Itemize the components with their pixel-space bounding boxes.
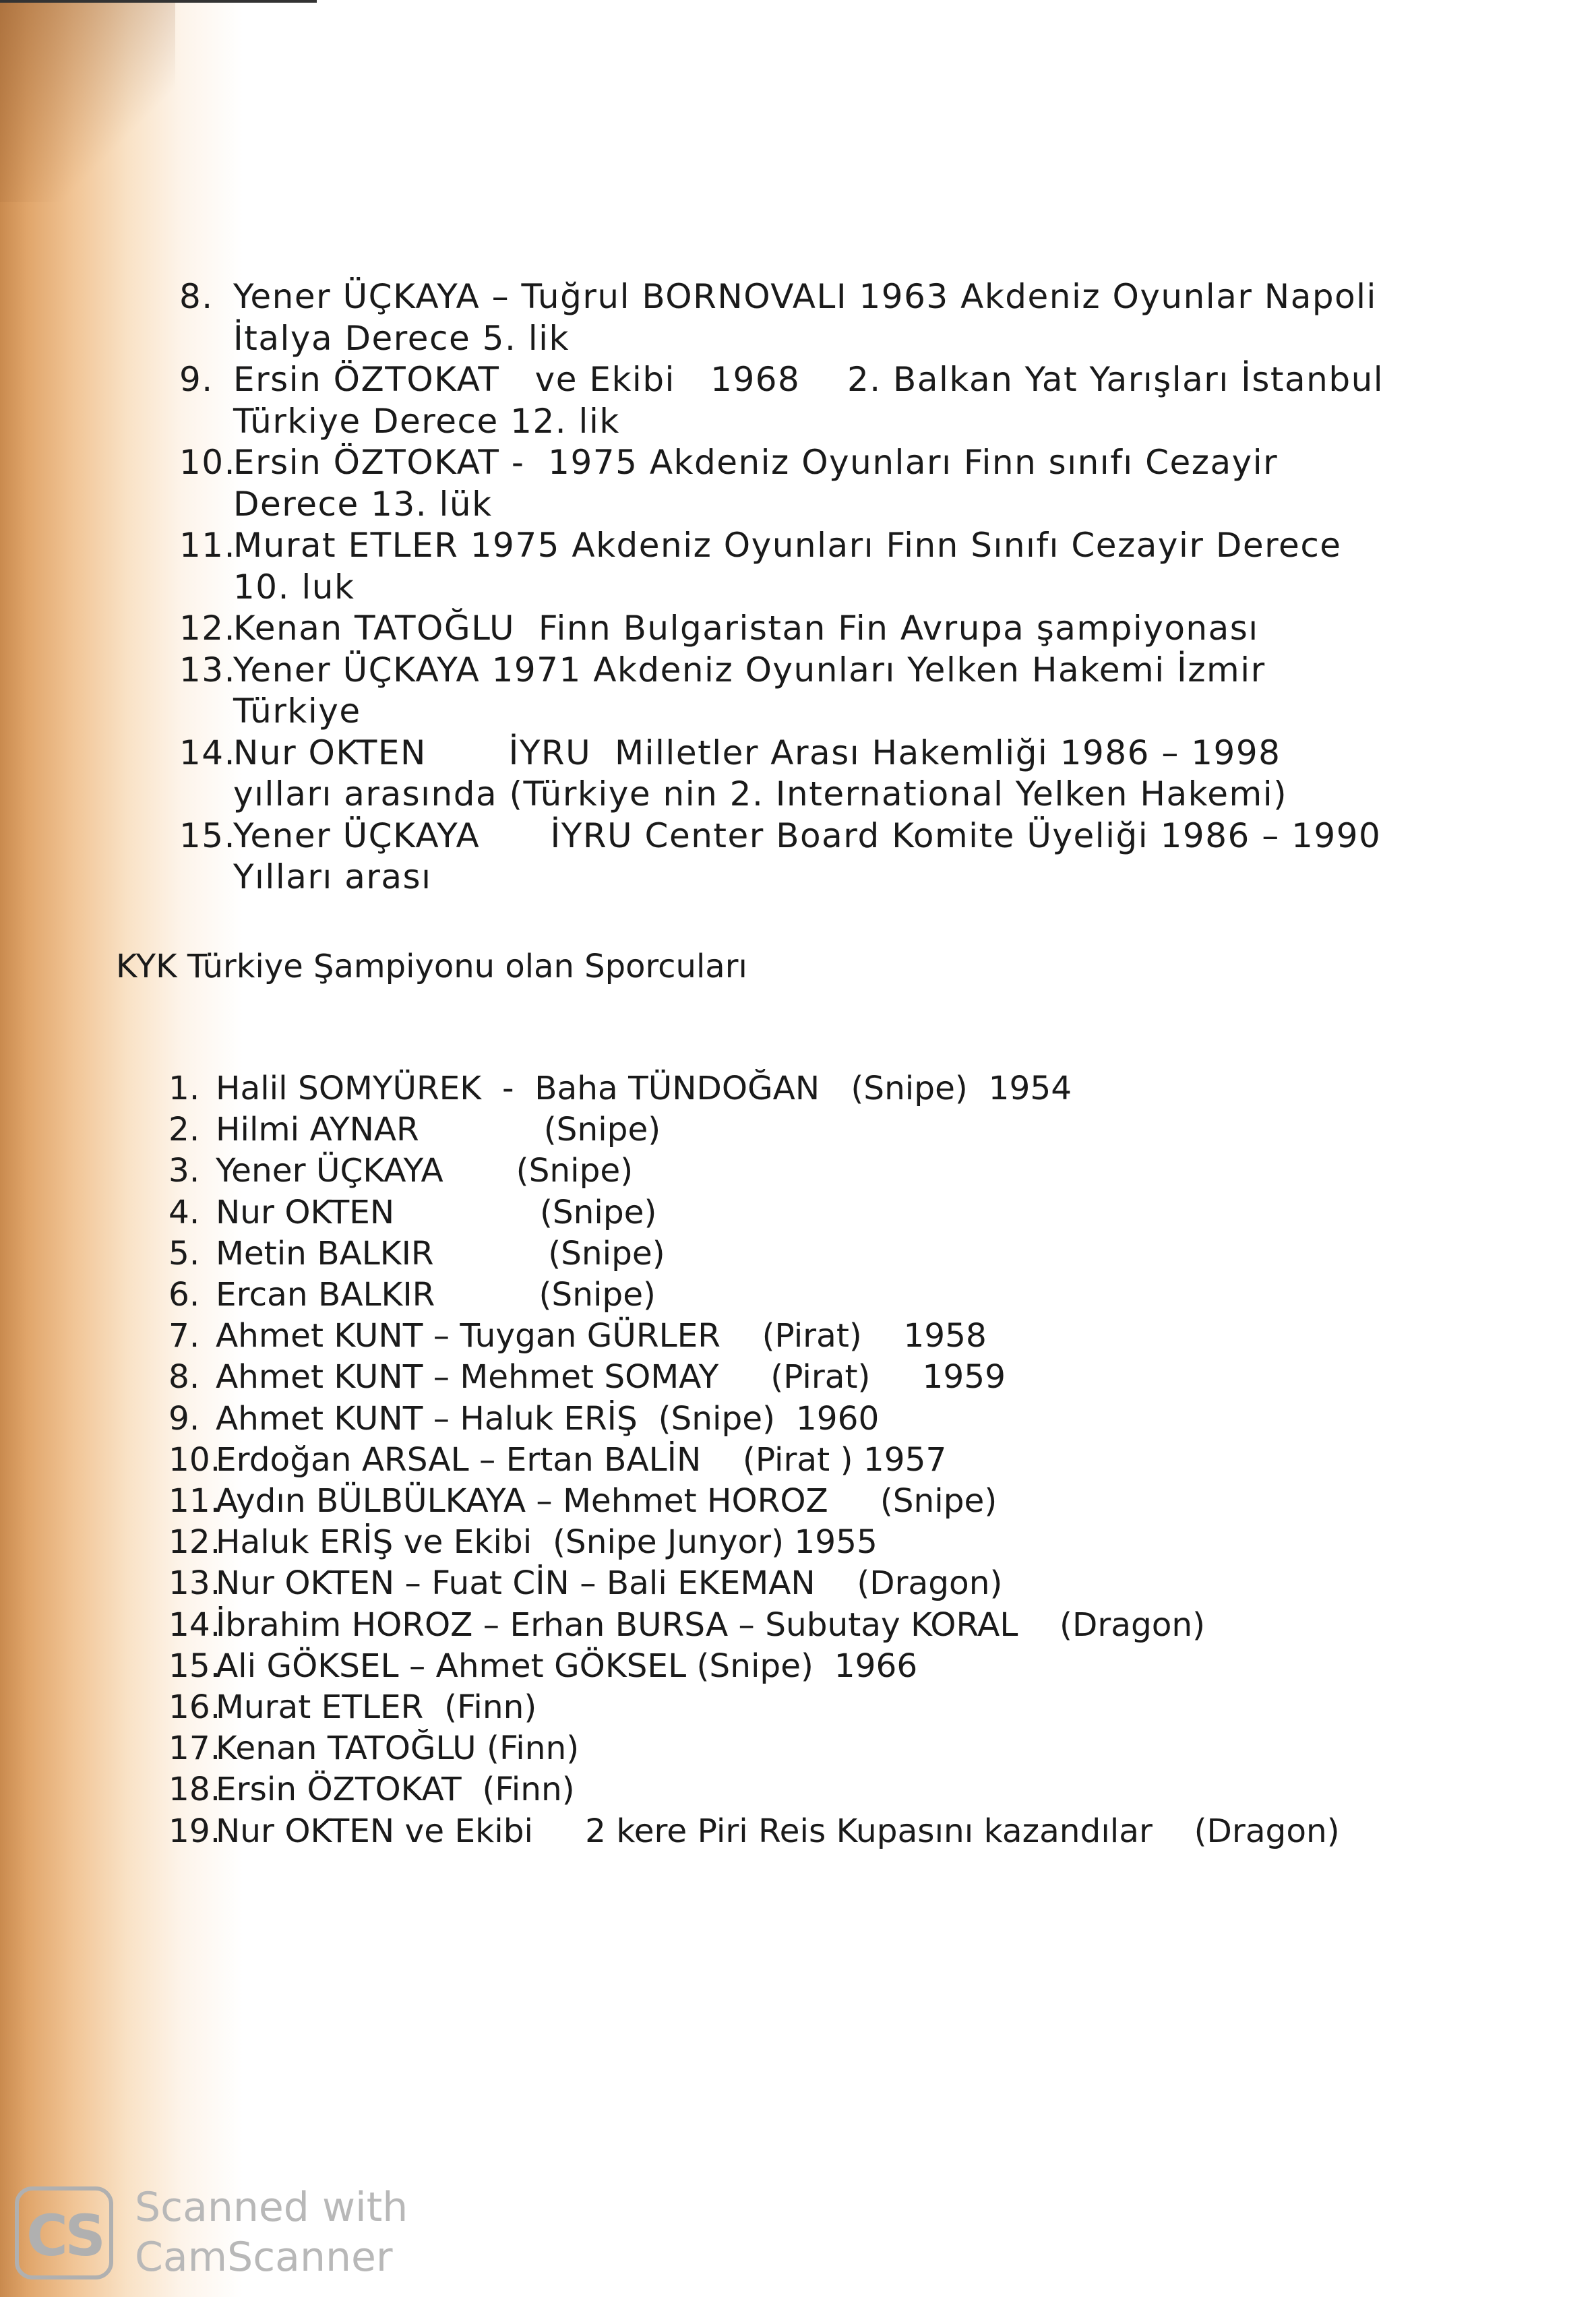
list-item	[179, 276, 1389, 359]
list-item	[179, 359, 1396, 442]
list-item	[168, 1563, 1382, 1604]
list-item	[168, 1151, 1382, 1192]
item-number: 13.	[179, 650, 237, 690]
item-text: Murat ETLER 1975 Akdeniz Oyunları Finn Sınıfı Cezayir Derece 10. luk	[233, 526, 1353, 607]
list-item	[168, 1275, 1382, 1316]
item-number: 8.	[168, 1358, 200, 1397]
item-text: Kenan TATOĞLU Finn Bulgaristan Fin Avrupa şampiyonası	[233, 609, 1259, 648]
item-number: 14.	[168, 1605, 221, 1644]
item-number: 7.	[168, 1317, 200, 1355]
item-text: Ahmet KUNT – Haluk ERİŞ (Snipe) 1960	[216, 1399, 880, 1438]
list-item	[168, 1728, 1382, 1769]
item-number: 3.	[168, 1152, 200, 1190]
list-item	[179, 650, 1386, 733]
item-number: 6.	[168, 1276, 200, 1314]
item-number: 19.	[168, 1812, 221, 1850]
item-text: Ali GÖKSEL – Ahmet GÖKSEL (Snipe) 1966	[216, 1647, 918, 1685]
item-text: Nur OKTEN (Snipe)	[216, 1193, 657, 1231]
item-text: Nur OKTEN ve Ekibi 2 kere Piri Reis Kupasını kazandılar (Dragon)	[216, 1812, 1340, 1850]
item-number: 13.	[168, 1564, 221, 1603]
item-number: 18.	[168, 1771, 221, 1809]
item-text: Ercan BALKIR (Snipe)	[216, 1276, 656, 1314]
list-item	[168, 1233, 1382, 1275]
item-number: 4.	[168, 1193, 200, 1231]
item-text: Ersin ÖZTOKAT (Finn)	[216, 1771, 575, 1809]
item-text: Ahmet KUNT – Tuygan GÜRLER (Pirat) 1958	[216, 1317, 987, 1355]
list-item	[168, 1769, 1382, 1810]
item-number: 12.	[179, 609, 237, 648]
watermark-line2: CamScanner	[135, 2234, 393, 2281]
item-text: Metin BALKIR (Snipe)	[216, 1234, 665, 1273]
item-text: Yener ÜÇKAYA 1971 Akdeniz Oyunları Yelken Hakemi İzmir Türkiye	[233, 650, 1278, 731]
item-text: Yener ÜÇKAYA (Snipe)	[216, 1152, 634, 1190]
list-item	[179, 733, 1386, 816]
item-text: Yener ÜÇKAYA İYRU Center Board Komite Üyeliği 1986 – 1990 Yılları arası	[233, 816, 1393, 896]
item-number: 9.	[168, 1399, 200, 1438]
item-number: 15.	[179, 816, 237, 855]
list-item	[168, 1109, 1382, 1151]
item-number: 11.	[179, 526, 237, 565]
item-text: Ersin ÖZTOKAT - 1975 Akdeniz Oyunları Finn sınıfı Cezayir Derece 13. lük	[233, 443, 1290, 524]
item-text: Erdoğan ARSAL – Ertan BALİN (Pirat ) 1957	[216, 1440, 947, 1479]
watermark-line1: Scanned with	[135, 2184, 408, 2231]
item-number: 1.	[168, 1070, 200, 1107]
list-item	[168, 1481, 1382, 1522]
item-text: Kenan TATOĞLU (Finn)	[216, 1729, 580, 1768]
champions-heading: KYK Türkiye Şampiyonu olan Sporcuları	[116, 948, 747, 985]
item-number: 10.	[179, 443, 237, 482]
item-text: Nur OKTEN – Fuat CİN – Bali EKEMAN (Dragon)	[216, 1564, 1003, 1603]
item-number: 16.	[168, 1688, 221, 1727]
list-item	[168, 1399, 1382, 1440]
item-number: 11.	[168, 1482, 221, 1521]
camscanner-logo-icon: CS	[15, 2186, 113, 2279]
item-number: 12.	[168, 1523, 221, 1562]
item-text: Murat ETLER (Finn)	[216, 1688, 537, 1727]
item-text: Aydın BÜLBÜLKAYA – Mehmet HOROZ (Snipe)	[216, 1482, 998, 1521]
list-item	[168, 1440, 1382, 1481]
item-number: 14.	[179, 733, 237, 772]
item-number: 9.	[179, 360, 214, 399]
list-item	[168, 1068, 1382, 1109]
item-number: 15.	[168, 1647, 221, 1685]
camscanner-watermark	[15, 2181, 433, 2289]
corner-shade	[0, 0, 175, 202]
list-item	[168, 1192, 1382, 1233]
list-item	[168, 1605, 1382, 1646]
item-number: 5.	[168, 1234, 200, 1273]
item-number: 2.	[168, 1111, 200, 1149]
item-text: Halil SOMYÜREK - Baha TÜNDOĞAN (Snipe) 1954	[216, 1070, 1072, 1107]
list-item	[168, 1316, 1382, 1357]
list-item	[168, 1357, 1382, 1398]
item-text: Ahmet KUNT – Mehmet SOMAY (Pirat) 1959	[216, 1358, 1006, 1397]
list-item	[179, 608, 1386, 650]
list-item	[168, 1811, 1382, 1852]
item-text: İbrahim HOROZ – Erhan BURSA – Subutay KORAL (Dragon)	[216, 1605, 1206, 1644]
list-item	[179, 816, 1393, 898]
top-edge-line	[0, 0, 317, 3]
item-text: Yener ÜÇKAYA – Tuğrul BORNOVALI 1963 Akdeniz Oyunlar Napoli İtalya Derece 5. lik	[233, 277, 1389, 358]
item-number: 17.	[168, 1729, 221, 1768]
list-item	[168, 1687, 1382, 1728]
item-text: Ersin ÖZTOKAT ve Ekibi 1968 2. Balkan Yat Yarışları İstanbul Türkiye Derece 12. lik	[233, 360, 1396, 441]
item-text: Haluk ERİŞ ve Ekibi (Snipe Junyor) 1955	[216, 1523, 878, 1562]
achievements-list	[179, 276, 1396, 898]
item-text: Hilmi AYNAR (Snipe)	[216, 1111, 661, 1149]
item-number: 10.	[168, 1440, 221, 1479]
item-number: 8.	[179, 277, 214, 316]
list-item	[179, 525, 1386, 608]
list-item	[179, 442, 1386, 525]
champions-list	[168, 1068, 1382, 1852]
list-item	[168, 1646, 1382, 1687]
item-text: Nur OKTEN İYRU Milletler Arası Hakemliği 1986 – 1998 yılları arasında (Türkiye nin 2. International Yelken Hakemi)	[233, 733, 1293, 814]
list-item	[168, 1522, 1382, 1563]
